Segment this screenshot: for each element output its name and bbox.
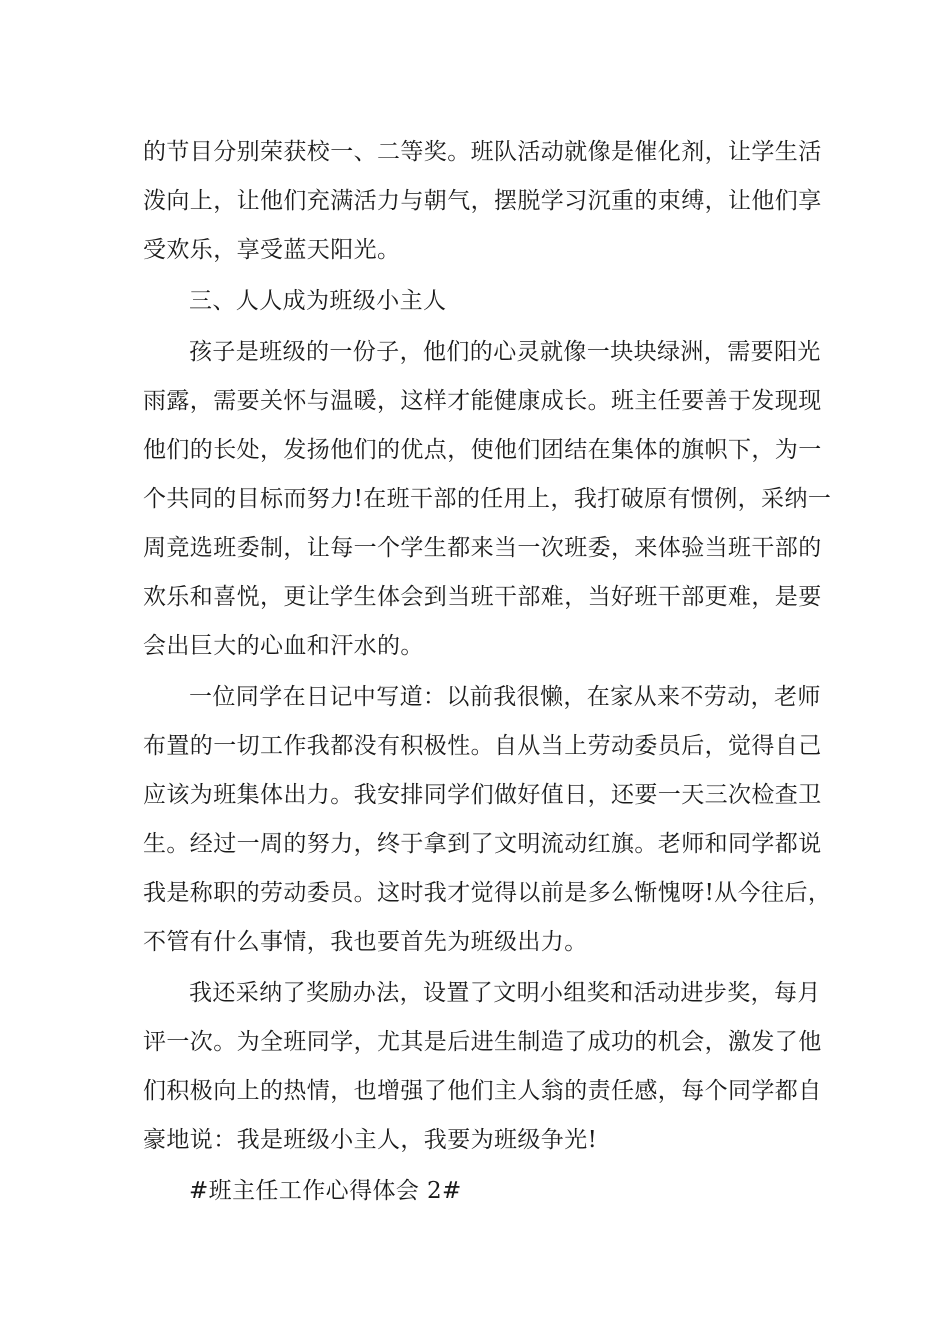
text-line: 我还采纳了奖励办法，设置了文明小组奖和活动进步奖，每月	[189, 980, 821, 1006]
heading-line: #班主任工作心得体会 2#	[189, 1178, 462, 1204]
text-line: 豪地说：我是班级小主人，我要为班级争光!	[143, 1127, 598, 1153]
text-line: 不管有什么事情，我也要首先为班级出力。	[143, 929, 588, 955]
section-heading	[143, 277, 807, 326]
article-heading	[143, 1167, 807, 1216]
text-line: 周竞选班委制，让每一个学生都来当一次班委，来体验当班干部的	[143, 535, 822, 561]
text-line: 们积极向上的热情，也增强了他们主人翁的责任感，每个同学都自	[143, 1078, 822, 1104]
text-line: 会出巨大的心血和汗水的。	[143, 633, 424, 659]
text-line: 应该为班集体出力。我安排同学们做好值日，还要一天三次检查卫	[143, 782, 822, 808]
text-line: 孩子是班级的一份子，他们的心灵就像一块块绿洲，需要阳光	[189, 339, 821, 365]
text-line: 欢乐和喜悦，更让学生体会到当班干部难，当好班干部更难，是要	[143, 584, 822, 610]
text-line: 一位同学在日记中写道：以前我很懒，在家从来不劳动，老师	[189, 684, 821, 710]
paragraph	[143, 969, 822, 1165]
text-line: 他们的长处，发扬他们的优点，使他们团结在集体的旗帜下，为一	[143, 437, 822, 463]
text-line: 的节目分别荣获校一、二等奖。班队活动就像是催化剂，让学生活	[143, 139, 822, 165]
paragraph	[143, 128, 822, 275]
text-line: 我是称职的劳动委员。这时我才觉得以前是多么惭愧呀!从今往后，	[143, 880, 832, 906]
document-page	[143, 128, 832, 1216]
paragraph	[143, 328, 832, 671]
text-line: 布置的一切工作我都没有积极性。自从当上劳动委员后，觉得自己	[143, 733, 822, 759]
text-line: 个共同的目标而努力!在班干部的任用上，我打破原有惯例，采纳一	[143, 486, 832, 512]
text-line: 泼向上，让他们充满活力与朝气，摆脱学习沉重的束缚，让他们享	[143, 188, 822, 214]
heading-line: 三、人人成为班级小主人	[189, 288, 447, 314]
text-line: 生。经过一周的努力，终于拿到了文明流动红旗。老师和同学都说	[143, 831, 822, 857]
paragraph	[143, 673, 832, 967]
text-line: 受欢乐，享受蓝天阳光。	[143, 237, 401, 263]
text-line: 雨露，需要关怀与温暖，这样才能健康成长。班主任要善于发现现	[143, 388, 822, 414]
text-line: 评一次。为全班同学，尤其是后进生制造了成功的机会，激发了他	[143, 1029, 822, 1055]
